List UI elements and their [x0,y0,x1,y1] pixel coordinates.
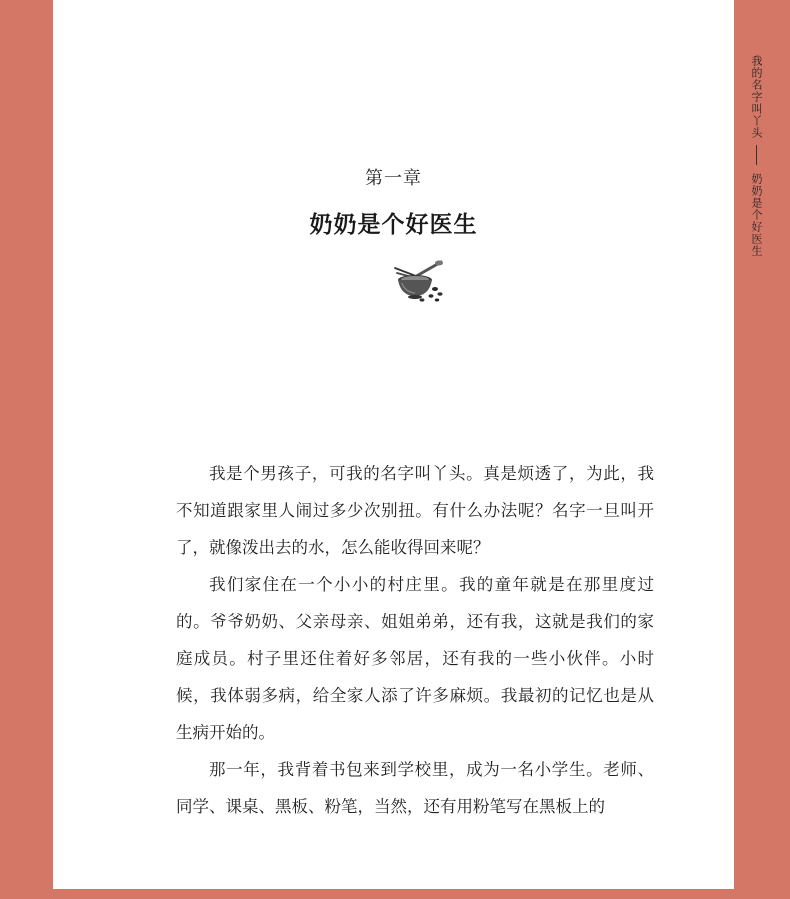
chapter-body [176,455,654,825]
running-header-chapter-title: 奶奶是个好医生 [750,173,763,257]
paragraph: 我们家住在一个小小的村庄里。我的童年就是在那里度过的。爷爷奶奶、父亲母亲、姐姐弟弟，还有我，这就是我们的家庭成员。村子里还住着好多邻居，还有我的一些小伙伴。小时候，我体弱多病，给全家人添了许多麻烦。我最初的记忆也是从生病开始的。 [176,575,654,742]
paragraph: 那一年，我背着书包来到学校里，成为一名小学生。老师、同学、课桌、黑板、粉笔，当然，还有用粉笔写在黑板上的 [176,760,654,816]
paragraph: 我是个男孩子，可我的名字叫丫头。真是烦透了，为此，我不知道跟家里人闹过多少次别扭。有什么办法呢？名字一旦叫开了，就像泼出去的水，怎么能收得回来呢？ [176,464,654,557]
running-header-dash [756,145,757,165]
running-header [746,55,766,257]
medicine-bowl-icon [391,256,447,304]
book-page [53,0,763,889]
running-header-book-title: 我的名字叫丫头 [750,55,763,139]
chapter-number: 第一章 [365,168,422,189]
chapter-title: 奶奶是个好医生 [309,212,478,238]
